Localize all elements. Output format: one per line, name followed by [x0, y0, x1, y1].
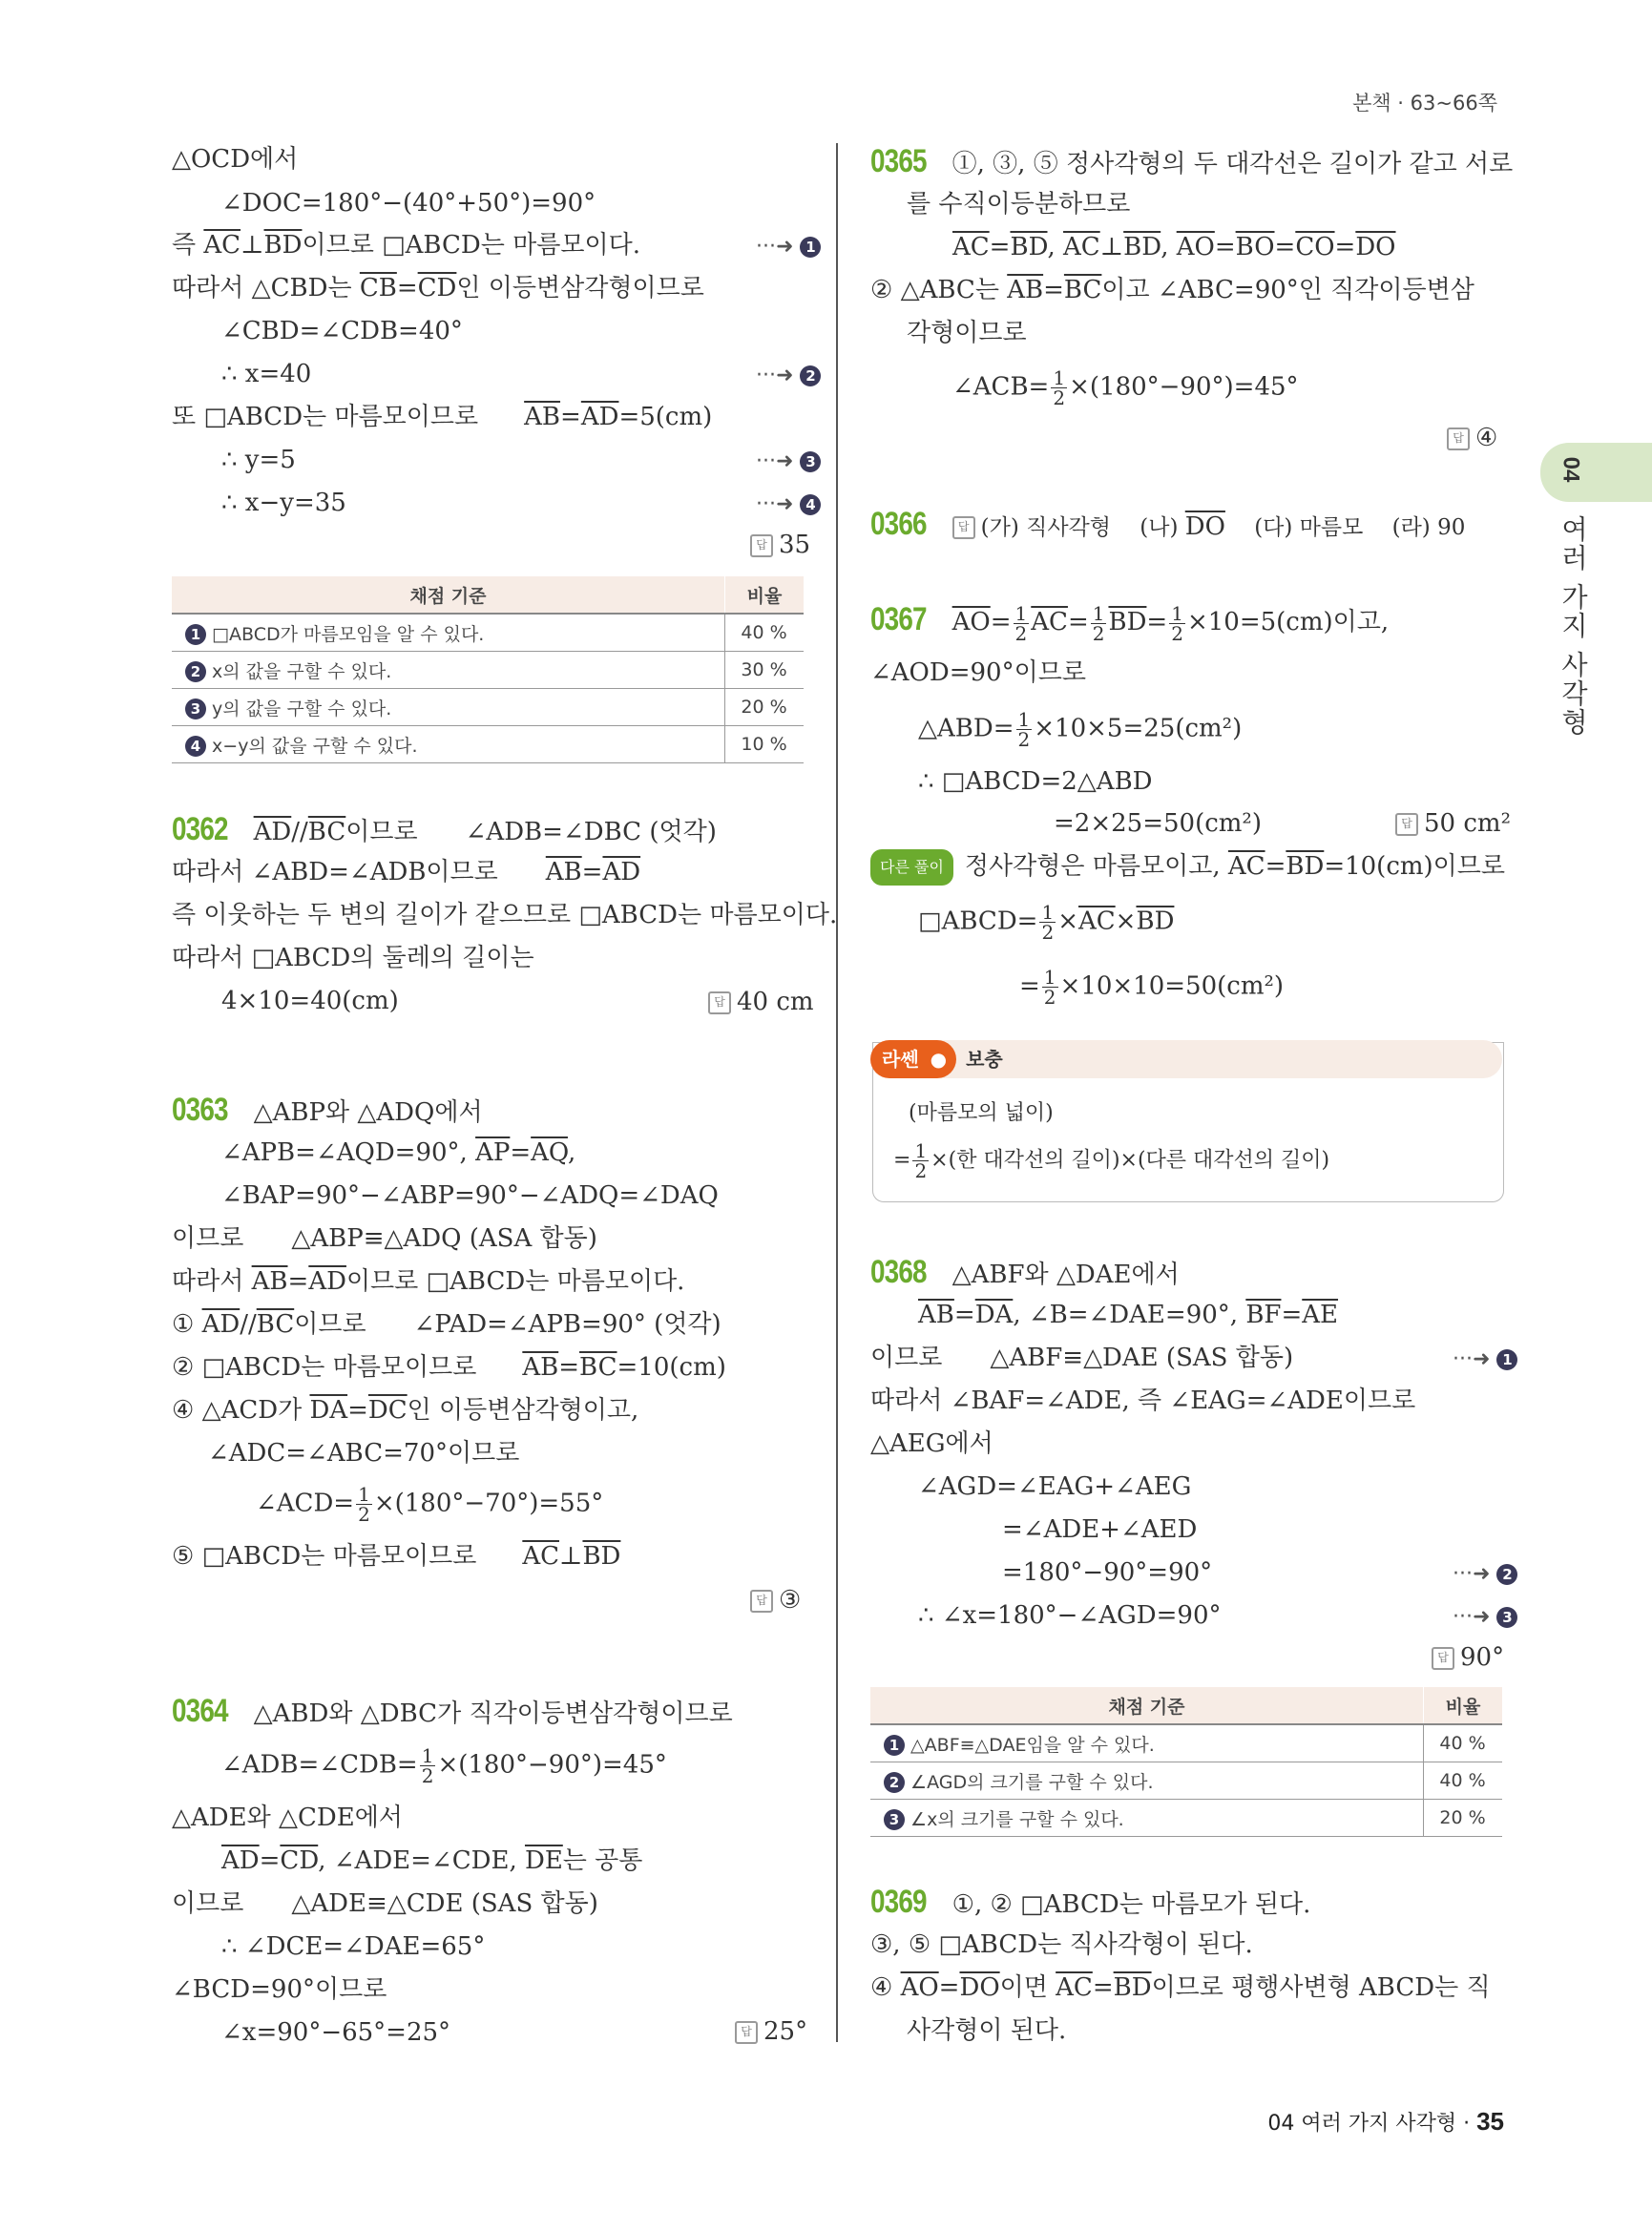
text-line: $\overline{AC}=\overline{BD}$, $\overline{AC}\perp\overline{BD}$, $\overline{AO}=\overline{BO}=\overline{CO}=\overline{DO}$ [952, 233, 1396, 261]
text-line: $\overline{AB}=\overline{DA}$, ∠B=∠DAE=90°, $\overline{BF}=\overline{AE}$ [918, 1301, 1339, 1329]
scoring-table [870, 1687, 1502, 1837]
table-row: 1 □ABCD가 마름모임을 알 수 있다. 40 % [172, 614, 804, 652]
table-row: 3 ∠x의 크기를 구할 수 있다. 20 % [870, 1800, 1502, 1837]
text-line: 따라서 □ABCD의 둘레의 길이는 [172, 944, 534, 972]
text-line: ∴ y=5 [221, 446, 296, 474]
table-row: 1 △ABF≡△DAE임을 알 수 있다. 40 % [870, 1724, 1502, 1762]
text-line: ∠CBD=∠CDB=40° [221, 317, 463, 345]
text-line: =2×25=50(cm²) [1054, 809, 1262, 838]
text-line: △ABD= $\frac{1}{2}$ ×10×5=25(cm²) [918, 708, 1243, 751]
alt-solution-badge: 다른 풀이 [870, 849, 953, 886]
answer: 답 ④ [1447, 424, 1497, 452]
step-marker: ···➜ 2 [756, 364, 821, 387]
answer: 답 90° [1432, 1643, 1504, 1672]
text-line: 0362 $\overline{AD}//\overline{BC}$이므로 ∠ADB=∠DBC (엇각) [172, 811, 717, 847]
step-marker: ···➜ 3 [1453, 1605, 1517, 1629]
text-line: 따라서 ∠ABD=∠ADB이므로 $\overline{AB}=\overline{AD}$ [172, 858, 641, 886]
text-line: ② △ABC는 $\overline{AB}=\overline{BC}$이고 ∠ABC=90°인 직각이등변삼 [870, 276, 1474, 304]
table-header: 채점 기준 [870, 1687, 1424, 1724]
text-line: 즉 이웃하는 두 변의 길이가 같으므로 □ABCD는 마름모이다. [172, 901, 838, 929]
text-line: ∠BCD=90°이므로 [172, 1975, 387, 2004]
text-line: = $\frac{1}{2}$ ×(한 대각선의 길이)×(다른 대각선의 길이) [893, 1139, 1330, 1182]
page-number: 35 [1476, 2107, 1504, 2136]
text-line: 0368 △ABF와 △DAE에서 [870, 1254, 1180, 1290]
text-line: ∠ADB=∠CDB= $\frac{1}{2}$ ×(180°−90°)=45° [221, 1744, 667, 1787]
step-marker: ···➜ 1 [756, 235, 821, 259]
text-line: 0363 △ABP와 △ADQ에서 [172, 1092, 483, 1128]
table-row: 2 x의 값을 구할 수 있다. 30 % [172, 652, 804, 689]
text-line: ⑤ □ABCD는 마름모이므로 $\overline{AC}\perp\overline{BD}$ [172, 1542, 621, 1571]
table-header: 채점 기준 [172, 576, 725, 614]
step-marker: ···➜ 2 [1453, 1562, 1517, 1586]
text-line: △OCD에서 [172, 145, 299, 174]
text-line: 따라서 $\overline{AB}=\overline{AD}$이므로 □ABCD는 마름모이다. [172, 1267, 685, 1296]
text-line: 4×10=40(cm) [221, 987, 399, 1015]
text-line: ③, ⑤ □ABCD는 직사각형이 된다. [870, 1930, 1253, 1959]
text-line: ④ $\overline{AO}=\overline{DO}$이면 $\overline{AC}=\overline{BD}$이므로 평행사변형 ABCD는 직 [870, 1973, 1491, 2002]
text-line: ② □ABCD는 마름모이므로 $\overline{AB}=\overline{BC}=10(cm)$ [172, 1353, 726, 1382]
step-marker: ···➜ 4 [756, 492, 821, 516]
text-line: (마름모의 넓이) [909, 1101, 1054, 1125]
answer: 답 40 cm [708, 988, 814, 1016]
text-line: 이므로 △ABF≡△DAE (SAS 합동) [870, 1344, 1294, 1372]
answer: 답 35 [750, 531, 810, 559]
step-marker: ···➜ 3 [756, 449, 821, 473]
text-line: 또 □ABCD는 마름모이므로 $\overline{AB}=\overline{AD}=5(cm)$ [172, 403, 713, 431]
page-footer [1267, 2107, 1504, 2137]
text-line: △ADE와 △CDE에서 [172, 1804, 403, 1832]
table-header: 비율 [1424, 1687, 1503, 1724]
text-line: ∴ ∠DCE=∠DAE=65° [221, 1932, 486, 1961]
text-line: ∠BAP=90°−∠ABP=90°−∠ADQ=∠DAQ [221, 1181, 719, 1210]
text-line: 각형이므로 [907, 319, 1027, 347]
answer: 답 25° [735, 2017, 807, 2046]
text-line: ∠x=90°−65°=25° [221, 2018, 451, 2047]
text-line: △AEG에서 [870, 1429, 993, 1458]
page-header: 본책 · 63~66쪽 [1352, 92, 1497, 115]
supplement-label: 라쎈 ● 보충 [870, 1040, 1003, 1078]
text-line: ∴ □ABCD=2△ABD [918, 767, 1153, 796]
text-line: ∠ADC=∠ABC=70°이므로 [208, 1439, 520, 1468]
text-line: 0365 ①, ③, ⑤ 정사각형의 두 대각선은 길이가 같고 서로 [870, 143, 1514, 179]
text-line: ∠DOC=180°−(40°+50°)=90° [221, 189, 596, 218]
answer: 답 50 cm² [1395, 809, 1511, 838]
text-line: 0364 △ABD와 △DBC가 직각이등변삼각형이므로 [172, 1693, 733, 1729]
text-line: 를 수직이등분하므로 [907, 190, 1131, 219]
text-line: = $\frac{1}{2}$ ×10×10=50(cm²) [1019, 966, 1285, 1009]
text-line: ① $\overline{AD}//\overline{BC}$이므로 ∠PAD=∠APB=90° (엇각) [172, 1310, 721, 1339]
answer: 답 ③ [750, 1586, 801, 1615]
text-line: 이므로 △ABP≡△ADQ (ASA 합동) [172, 1224, 597, 1253]
chapter-tab-number: 04 [1558, 456, 1584, 483]
table-header: 비율 [725, 576, 805, 614]
text-line: 이므로 △ADE≡△CDE (SAS 합동) [172, 1889, 598, 1918]
text-line: ∠ACD= $\frac{1}{2}$ ×(180°−70°)=55° [256, 1483, 604, 1526]
table-row: 3 y의 값을 구할 수 있다. 20 % [172, 689, 804, 726]
step-marker: ···➜ 1 [1453, 1347, 1517, 1371]
text-line: 0367 $\overline{AO}=$ $\frac{1}{2}$ $\overline{AC}=$ $\frac{1}{2}$ $\overline{BD}=$ $\frac{1}{2}$ ×10=5(cm)이고, [870, 601, 1390, 645]
table-row: 4 x−y의 값을 구할 수 있다. 10 % [172, 726, 804, 763]
text-line: ∠APB=∠AQD=90°, $\overline{AP}=\overline{AQ}$, [221, 1138, 576, 1167]
text-line: 사각형이 된다. [907, 2016, 1067, 2045]
text-line: ∴ x=40 [221, 360, 312, 388]
text-line: ∠ACB= $\frac{1}{2}$ ×(180°−90°)=45° [952, 366, 1299, 409]
text-line: 따라서 ∠BAF=∠ADE, 즉 ∠EAG=∠ADE이므로 [870, 1387, 1416, 1415]
text-line: ∴ ∠x=180°−∠AGD=90° [918, 1601, 1222, 1630]
text-line: 다른 풀이 정사각형은 마름모이고, $\overline{AC}=\overline{BD}=10(cm)$이므로 [870, 849, 1505, 886]
footer-chapter: 04 여러 가지 사각형 · [1267, 2112, 1471, 2136]
column-divider [836, 143, 838, 2042]
text-line: =180°−90°=90° [1002, 1558, 1213, 1587]
text-line: =∠ADE+∠AED [1002, 1515, 1198, 1544]
chapter-tab-title: 여러 가지 사각형 [1558, 515, 1589, 737]
text-line: ∴ x−y=35 [221, 489, 346, 517]
table-row: 2 ∠AGD의 크기를 구할 수 있다. 40 % [870, 1762, 1502, 1800]
scoring-table [172, 576, 804, 763]
text-line: ∠AGD=∠EAG+∠AEG [918, 1472, 1192, 1501]
text-line: $\overline{AD}=\overline{CD}$, ∠ADE=∠CDE, $\overline{DE}$는 공통 [221, 1846, 643, 1875]
problem-0366: 0366 답 (가) 직사각형 (나) $\overline{DO}$ (다) 마름모 (라) 90 [870, 506, 1466, 542]
text-line: 즉 $\overline{AC}\perp\overline{BD}$이므로 □ABCD는 마름모이다. [172, 231, 640, 260]
text-line: ④ △ACD가 $\overline{DA}=\overline{DC}$인 이등변삼각형이고, [172, 1396, 639, 1425]
text-line: □ABCD= $\frac{1}{2}$ $\times\overline{AC}\times\overline{BD}$ [918, 901, 1175, 944]
text-line: ∠AOD=90°이므로 [870, 658, 1086, 687]
text-line: 0369 ①, ② □ABCD는 마름모가 된다. [870, 1884, 1311, 1920]
text-line: 따라서 △CBD는 $\overline{CB}=\overline{CD}$인 이등변삼각형이므로 [172, 274, 704, 302]
